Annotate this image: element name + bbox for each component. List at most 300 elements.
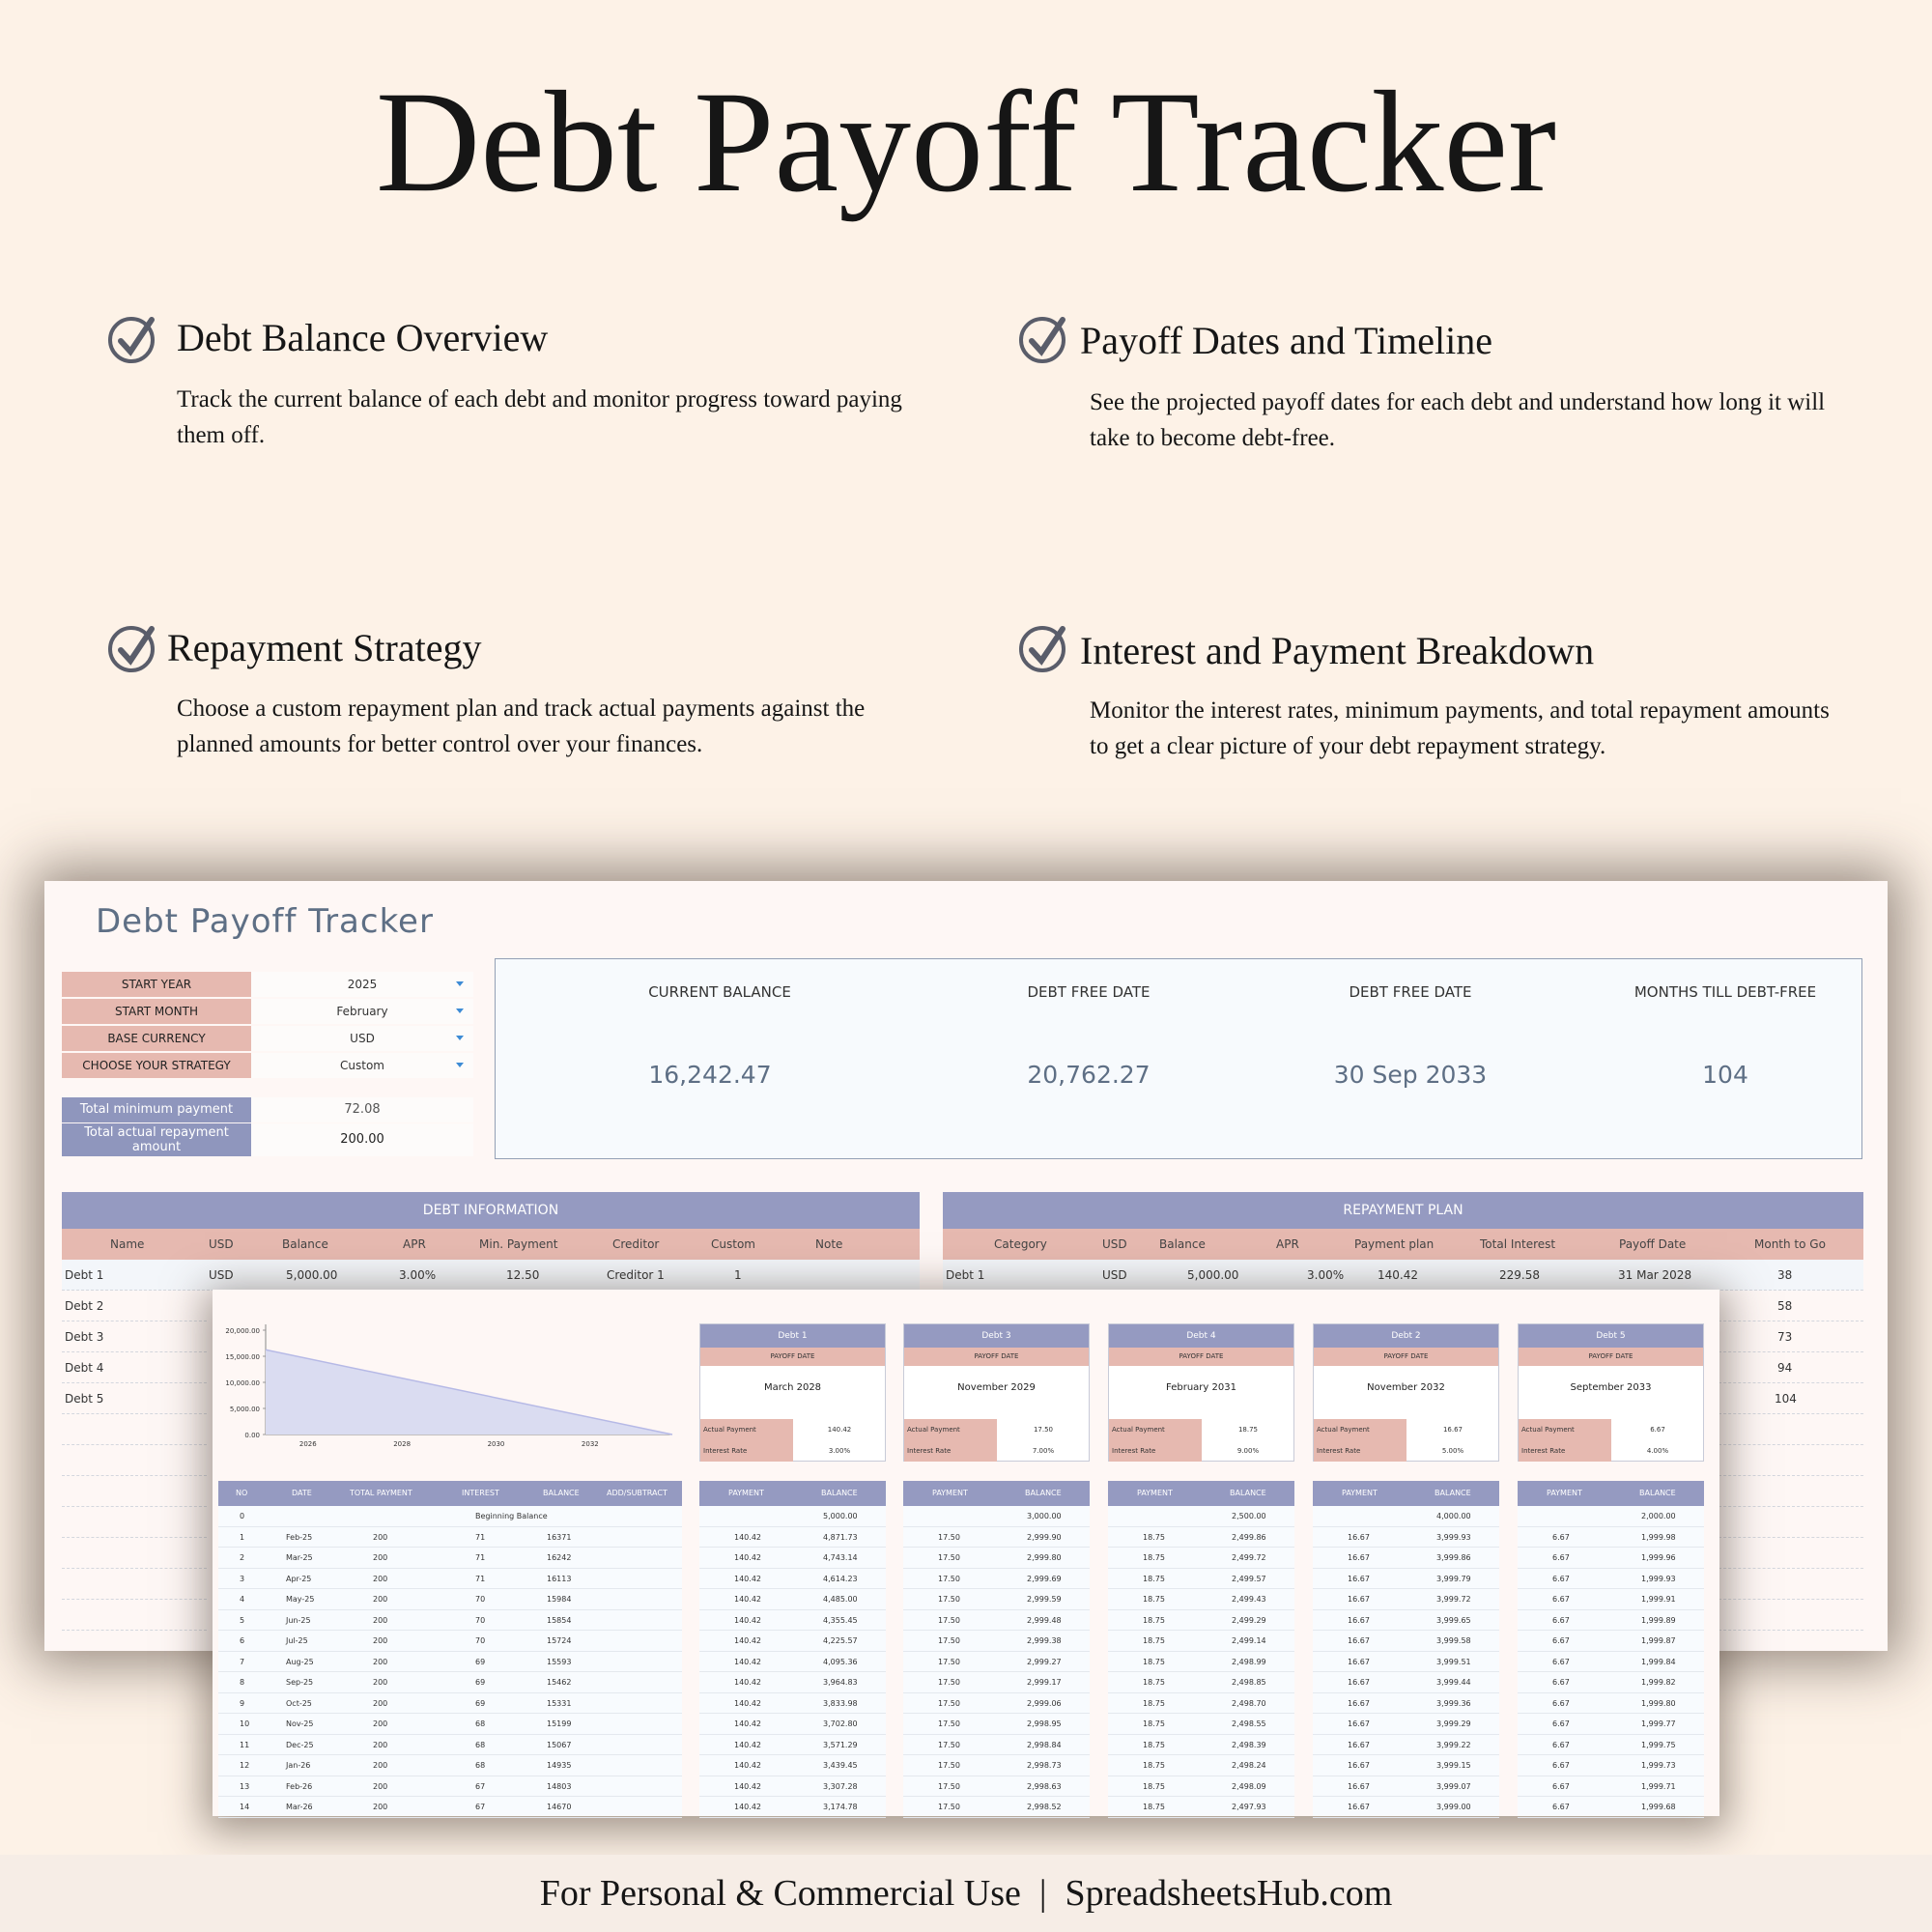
total-actual-repayment-input[interactable]: 200.00 [251, 1123, 473, 1156]
currency: USD [209, 1268, 234, 1282]
payment: 16.67 [1348, 1781, 1370, 1791]
total-min-payment-value: 72.08 [251, 1097, 473, 1122]
table-row[interactable] [943, 1260, 1863, 1291]
cell: 200 [373, 1595, 388, 1604]
column-header: BALANCE [1639, 1489, 1676, 1497]
table-row[interactable] [1518, 1755, 1704, 1776]
table-row[interactable] [1313, 1797, 1499, 1818]
balance: 2,498.24 [1232, 1761, 1266, 1770]
debt-card [699, 1323, 886, 1462]
payment: 6.67 [1552, 1761, 1570, 1770]
cell: 70 [475, 1615, 486, 1625]
payment: 18.75 [1143, 1636, 1165, 1645]
table-row[interactable] [903, 1631, 1090, 1652]
cell: Mar-25 [286, 1553, 313, 1562]
table-row[interactable] [1719, 1383, 1863, 1414]
cell: 16371 [547, 1532, 572, 1542]
table-row[interactable] [903, 1714, 1090, 1735]
table-row[interactable] [1518, 1735, 1704, 1756]
balance: 4,355.45 [823, 1615, 858, 1625]
table-row[interactable] [903, 1797, 1090, 1818]
table-row[interactable] [1313, 1776, 1499, 1798]
table-row[interactable] [1108, 1610, 1294, 1632]
balance: 2,999.48 [1027, 1615, 1062, 1625]
balance: 3,999.44 [1436, 1678, 1471, 1687]
table-row[interactable] [1719, 1414, 1863, 1445]
table-row[interactable] [1719, 1321, 1863, 1352]
payment: 140.42 [734, 1678, 761, 1687]
card-subtitle: PAYOFF DATE [1314, 1348, 1498, 1366]
table-row[interactable] [1518, 1714, 1704, 1735]
table-row[interactable] [1313, 1652, 1499, 1673]
table-row[interactable] [699, 1506, 886, 1527]
total-interest: 229.58 [1499, 1268, 1540, 1282]
debt-info-columns [62, 1229, 920, 1260]
schedule-body [218, 1506, 682, 1816]
table-row[interactable] [1719, 1445, 1863, 1476]
table-row[interactable] [903, 1672, 1090, 1693]
payment: 140.42 [734, 1595, 761, 1604]
table-row[interactable] [218, 1672, 682, 1693]
balance: 1,999.75 [1641, 1740, 1676, 1749]
kpi-label: DEBT FREE DATE [1349, 983, 1472, 1001]
table-row[interactable] [1108, 1672, 1294, 1693]
balance: 3,999.22 [1436, 1740, 1471, 1749]
balance: 1,999.68 [1641, 1803, 1676, 1811]
cell: 68 [475, 1740, 486, 1749]
column-header: DATE [292, 1489, 312, 1497]
payoff-date: 31 Mar 2028 [1618, 1268, 1692, 1282]
cell: 15331 [547, 1698, 572, 1708]
table-row[interactable] [1313, 1527, 1499, 1548]
table-row[interactable] [62, 1507, 207, 1538]
table-row[interactable] [699, 1589, 886, 1610]
cell: 14670 [547, 1803, 572, 1811]
kpi-current-balance: 16,242.47 [648, 1061, 772, 1089]
payment: 6.67 [1552, 1657, 1570, 1666]
interest-rate: 7.00% [1032, 1447, 1055, 1455]
card-key: Actual Payment [700, 1419, 793, 1440]
feature-title: Interest and Payment Breakdown [1080, 629, 1595, 672]
column-header: Note [815, 1237, 843, 1251]
schedule-header [218, 1481, 682, 1506]
table-row[interactable] [218, 1797, 682, 1818]
table-row[interactable] [1108, 1506, 1294, 1527]
table-row[interactable] [1108, 1797, 1294, 1818]
payment: 16.67 [1348, 1574, 1370, 1583]
column-header: Payment plan [1354, 1237, 1435, 1251]
balance: 1,999.82 [1641, 1678, 1676, 1687]
debt-schedule-body [1518, 1506, 1704, 1816]
table-row[interactable] [62, 1538, 207, 1569]
table-row[interactable] [218, 1735, 682, 1756]
table-row[interactable] [218, 1714, 682, 1735]
balance: 3,999.29 [1436, 1719, 1471, 1728]
start-balance: 5,000.00 [823, 1512, 858, 1520]
balance: 4,095.36 [823, 1657, 858, 1666]
balance: 2,497.93 [1232, 1803, 1266, 1811]
apr: 3.00% [1307, 1268, 1345, 1282]
table-row[interactable] [1313, 1631, 1499, 1652]
kpi-label: CURRENT BALANCE [648, 983, 791, 1001]
table-row[interactable] [1518, 1589, 1704, 1610]
balance: 2,998.95 [1027, 1719, 1062, 1728]
checkmark-icon [108, 623, 158, 673]
balance: 3,999.86 [1436, 1553, 1471, 1562]
debt-schedule-body [903, 1506, 1090, 1816]
cell: 1 [240, 1532, 245, 1542]
payment: 16.67 [1348, 1595, 1370, 1604]
table-row[interactable] [62, 1291, 207, 1321]
balance: 1,999.89 [1641, 1615, 1676, 1625]
table-row[interactable] [218, 1631, 682, 1652]
table-row[interactable] [1518, 1672, 1704, 1693]
table-row[interactable] [903, 1610, 1090, 1632]
card-key: Interest Rate [700, 1440, 793, 1462]
table-row[interactable] [699, 1735, 886, 1756]
card-key: Interest Rate [1519, 1440, 1611, 1462]
payment: 16.67 [1348, 1719, 1370, 1728]
strategy-select[interactable] [251, 1053, 473, 1078]
table-row[interactable] [1313, 1569, 1499, 1590]
balance: 2,499.86 [1232, 1532, 1266, 1542]
table-row[interactable] [218, 1755, 682, 1776]
table-row[interactable] [1518, 1527, 1704, 1548]
hero-title: Debt Payoff Tracker [375, 62, 1557, 222]
column-header: Name [110, 1237, 145, 1251]
balance: 1,999.91 [1641, 1595, 1676, 1604]
apr: 3.00% [399, 1268, 437, 1282]
table-row[interactable] [1719, 1352, 1863, 1383]
debt-card [1108, 1323, 1294, 1462]
column-header: INTEREST [462, 1489, 499, 1497]
payment: 16.67 [1348, 1615, 1370, 1625]
table-row[interactable] [1719, 1507, 1863, 1538]
table-row[interactable] [62, 1352, 207, 1383]
column-header: PAYMENT [1342, 1489, 1378, 1497]
payment: 17.50 [938, 1678, 960, 1687]
cell: 7 [240, 1657, 245, 1666]
table-row[interactable] [1313, 1506, 1499, 1527]
table-row[interactable] [218, 1589, 682, 1610]
payment: 16.67 [1348, 1740, 1370, 1749]
table-row[interactable] [218, 1693, 682, 1715]
payment: 18.75 [1143, 1678, 1165, 1687]
column-header: APR [1276, 1237, 1299, 1251]
table-row[interactable] [1108, 1652, 1294, 1673]
cell: 200 [373, 1698, 388, 1708]
debt-schedule-header [1518, 1481, 1704, 1506]
table-row[interactable] [903, 1755, 1090, 1776]
kpi-label: DEBT FREE DATE [1027, 983, 1151, 1001]
cell: 71 [475, 1574, 486, 1583]
balance: 2,498.70 [1232, 1698, 1266, 1708]
table-row[interactable] [218, 1610, 682, 1632]
payment: 18.75 [1143, 1615, 1165, 1625]
table-row[interactable] [62, 1414, 207, 1445]
x-tick-label: 2032 [581, 1440, 599, 1448]
column-header: BALANCE [1025, 1489, 1062, 1497]
feature-title: Debt Balance Overview [177, 316, 549, 359]
debt-schedule-body [699, 1506, 886, 1816]
column-header: ADD/SUBTRACT [607, 1489, 668, 1497]
payment: 18.75 [1143, 1574, 1165, 1583]
cell: 200 [373, 1740, 388, 1749]
payment: 18.75 [1143, 1781, 1165, 1791]
row-number: 0 [240, 1512, 245, 1520]
table-row[interactable] [62, 1600, 207, 1631]
table-row[interactable] [1313, 1672, 1499, 1693]
table-row[interactable] [699, 1755, 886, 1776]
table-row[interactable] [218, 1776, 682, 1798]
cell: 14935 [547, 1761, 572, 1770]
table-row[interactable] [1719, 1476, 1863, 1507]
payment: 17.50 [938, 1615, 960, 1625]
balance: 3,964.83 [823, 1678, 858, 1687]
table-row[interactable] [699, 1569, 886, 1590]
column-header: NO [236, 1489, 248, 1497]
payment: 17.50 [938, 1781, 960, 1791]
debt-information-header: DEBT INFORMATION [62, 1192, 920, 1229]
table-row[interactable] [62, 1445, 207, 1476]
cell: 71 [475, 1532, 486, 1542]
table-row[interactable] [699, 1527, 886, 1548]
payment: 6.67 [1552, 1678, 1570, 1687]
cell: 3 [240, 1574, 245, 1583]
table-row[interactable] [1108, 1589, 1294, 1610]
column-header: PAYMENT [1547, 1489, 1582, 1497]
table-row[interactable] [1719, 1538, 1863, 1569]
table-row[interactable] [903, 1527, 1090, 1548]
table-row[interactable] [699, 1672, 886, 1693]
cell: 70 [475, 1595, 486, 1604]
table-row[interactable] [1518, 1548, 1704, 1569]
payment: 16.67 [1348, 1803, 1370, 1811]
cell: 200 [373, 1657, 388, 1666]
table-row[interactable] [1518, 1797, 1704, 1818]
start-balance: 2,000.00 [1641, 1512, 1676, 1520]
payment: 6.67 [1552, 1532, 1570, 1542]
interest-rate: 9.00% [1236, 1447, 1260, 1455]
checkmark-icon [1019, 314, 1069, 364]
beginning-balance-label: Beginning Balance [475, 1512, 548, 1520]
table-row[interactable] [1108, 1755, 1294, 1776]
column-header: BALANCE [543, 1489, 580, 1497]
payment: 140.42 [734, 1532, 761, 1542]
start-balance: 3,000.00 [1027, 1512, 1062, 1520]
table-row[interactable] [699, 1776, 886, 1798]
payment: 18.75 [1143, 1532, 1165, 1542]
table-row[interactable] [218, 1569, 682, 1590]
column-header: TOTAL PAYMENT [350, 1489, 412, 1497]
table-row[interactable] [699, 1797, 886, 1818]
balance: 1,999.98 [1641, 1532, 1676, 1542]
balance: 2,999.59 [1027, 1595, 1062, 1604]
table-row[interactable] [1313, 1589, 1499, 1610]
dropdown-arrow-icon [456, 1063, 464, 1067]
cell: 15724 [547, 1636, 572, 1645]
column-header: PAYMENT [932, 1489, 968, 1497]
actual-payment: 16.67 [1442, 1426, 1463, 1434]
table-row[interactable] [699, 1610, 886, 1632]
cell: Aug-25 [286, 1657, 314, 1666]
cell: May-25 [286, 1595, 315, 1604]
debt-schedule-body [1108, 1506, 1294, 1816]
table-row[interactable] [1518, 1776, 1704, 1798]
actual-payment: 17.50 [1033, 1426, 1054, 1434]
card-key: Interest Rate [1314, 1440, 1406, 1462]
table-row[interactable] [903, 1589, 1090, 1610]
payment: 140.42 [734, 1803, 761, 1811]
setting-label: CHOOSE YOUR STRATEGY [62, 1053, 251, 1078]
repayment-plan-columns [943, 1229, 1863, 1260]
kpi-label: MONTHS TILL DEBT-FREE [1634, 983, 1817, 1001]
payment: 17.50 [938, 1719, 960, 1728]
card-key: Actual Payment [904, 1419, 997, 1440]
cell: 69 [475, 1698, 486, 1708]
balance: 1,999.77 [1641, 1719, 1676, 1728]
table-row[interactable] [1313, 1735, 1499, 1756]
cell: 5 [240, 1615, 245, 1625]
table-row[interactable] [903, 1569, 1090, 1590]
start-month-select[interactable] [251, 999, 473, 1024]
table-row[interactable] [1108, 1735, 1294, 1756]
column-header: Month to Go [1754, 1237, 1826, 1251]
table-row[interactable] [1108, 1527, 1294, 1548]
dropdown-arrow-icon [456, 1036, 464, 1040]
column-header: BALANCE [1230, 1489, 1266, 1497]
table-row[interactable] [218, 1506, 682, 1527]
payment: 6.67 [1552, 1698, 1570, 1708]
column-header: Category [994, 1237, 1047, 1251]
table-row[interactable] [699, 1652, 886, 1673]
column-header: USD [1102, 1237, 1127, 1251]
payment: 140.42 [734, 1740, 761, 1749]
table-row[interactable] [699, 1693, 886, 1715]
cell: 200 [373, 1532, 388, 1542]
balance: 1,999.71 [1641, 1781, 1676, 1791]
table-row[interactable] [903, 1776, 1090, 1798]
setting-label: START MONTH [62, 999, 251, 1024]
column-header: Total Interest [1480, 1237, 1556, 1251]
debt-card [903, 1323, 1090, 1462]
base-currency-select[interactable] [251, 1026, 473, 1051]
cell: Apr-25 [286, 1574, 312, 1583]
y-tick-label: 20,000.00 [225, 1327, 260, 1335]
table-row[interactable] [1719, 1291, 1863, 1321]
table-row[interactable] [699, 1548, 886, 1569]
table-row[interactable] [1313, 1755, 1499, 1776]
table-row[interactable] [1719, 1569, 1863, 1600]
payment-plan: 140.42 [1378, 1268, 1418, 1282]
table-row[interactable] [903, 1548, 1090, 1569]
table-row[interactable] [62, 1476, 207, 1507]
y-tick-label: 0.00 [244, 1432, 260, 1439]
payment: 16.67 [1348, 1636, 1370, 1645]
cell: 6 [240, 1636, 245, 1645]
payment: 18.75 [1143, 1803, 1165, 1811]
card-subtitle: PAYOFF DATE [1109, 1348, 1293, 1366]
card-subtitle: PAYOFF DATE [700, 1348, 885, 1366]
payment: 140.42 [734, 1615, 761, 1625]
table-row[interactable] [1518, 1506, 1704, 1527]
table-row[interactable] [218, 1652, 682, 1673]
payment: 17.50 [938, 1595, 960, 1604]
card-key: Interest Rate [904, 1440, 997, 1462]
card-key: Actual Payment [1519, 1419, 1611, 1440]
sheet-title: Debt Payoff Tracker [96, 902, 434, 941]
payment: 6.67 [1552, 1636, 1570, 1645]
balance: 2,498.55 [1232, 1719, 1266, 1728]
table-row[interactable] [218, 1548, 682, 1569]
table-row[interactable] [1518, 1569, 1704, 1590]
actual-payment: 140.42 [827, 1426, 852, 1434]
table-row[interactable] [1518, 1693, 1704, 1715]
table-row[interactable] [62, 1321, 207, 1352]
table-row[interactable] [1108, 1776, 1294, 1798]
table-row[interactable] [1313, 1610, 1499, 1632]
table-row[interactable] [1108, 1693, 1294, 1715]
table-row[interactable] [1518, 1631, 1704, 1652]
table-row[interactable] [1108, 1548, 1294, 1569]
table-row[interactable] [1313, 1693, 1499, 1715]
table-row[interactable] [903, 1652, 1090, 1673]
payment: 18.75 [1143, 1553, 1165, 1562]
payment: 17.50 [938, 1657, 960, 1666]
payoff-date: September 2033 [1570, 1382, 1652, 1393]
cell: Jul-25 [286, 1636, 308, 1645]
cell: 16242 [547, 1553, 572, 1562]
balance: 2,998.84 [1027, 1740, 1062, 1749]
balance: 3,999.93 [1436, 1532, 1471, 1542]
table-row[interactable] [1313, 1714, 1499, 1735]
table-row[interactable] [218, 1527, 682, 1548]
balance: 2,998.73 [1027, 1761, 1062, 1770]
table-row[interactable] [1108, 1569, 1294, 1590]
table-row[interactable] [1108, 1714, 1294, 1735]
balance: 2,999.27 [1027, 1657, 1062, 1666]
balance: 3,307.28 [823, 1781, 858, 1791]
table-row[interactable] [903, 1693, 1090, 1715]
table-row[interactable] [62, 1383, 207, 1414]
table-row[interactable] [1108, 1631, 1294, 1652]
table-row[interactable] [699, 1714, 886, 1735]
cell: 200 [373, 1553, 388, 1562]
start-year-select[interactable] [251, 972, 473, 997]
setting-label: BASE CURRENCY [62, 1026, 251, 1051]
balance: 2,498.09 [1232, 1781, 1266, 1791]
table-row[interactable] [699, 1631, 886, 1652]
payment: 16.67 [1348, 1532, 1370, 1542]
table-row[interactable] [1518, 1610, 1704, 1632]
table-row[interactable] [903, 1735, 1090, 1756]
table-row[interactable] [903, 1506, 1090, 1527]
column-header: Balance [1159, 1237, 1206, 1251]
table-row[interactable] [62, 1569, 207, 1600]
balance: 2,498.99 [1232, 1657, 1266, 1666]
cell: 71 [475, 1553, 486, 1562]
setting-label: START YEAR [62, 972, 251, 997]
table-row[interactable] [1313, 1548, 1499, 1569]
setting-value: USD [350, 1032, 375, 1045]
payment: 6.67 [1552, 1803, 1570, 1811]
table-row[interactable] [1719, 1600, 1863, 1631]
cell: 16113 [547, 1574, 572, 1583]
debt-name: Debt 4 [65, 1361, 104, 1375]
table-row[interactable] [1518, 1652, 1704, 1673]
table-row[interactable] [62, 1260, 920, 1291]
balance: 2,999.90 [1027, 1532, 1062, 1542]
